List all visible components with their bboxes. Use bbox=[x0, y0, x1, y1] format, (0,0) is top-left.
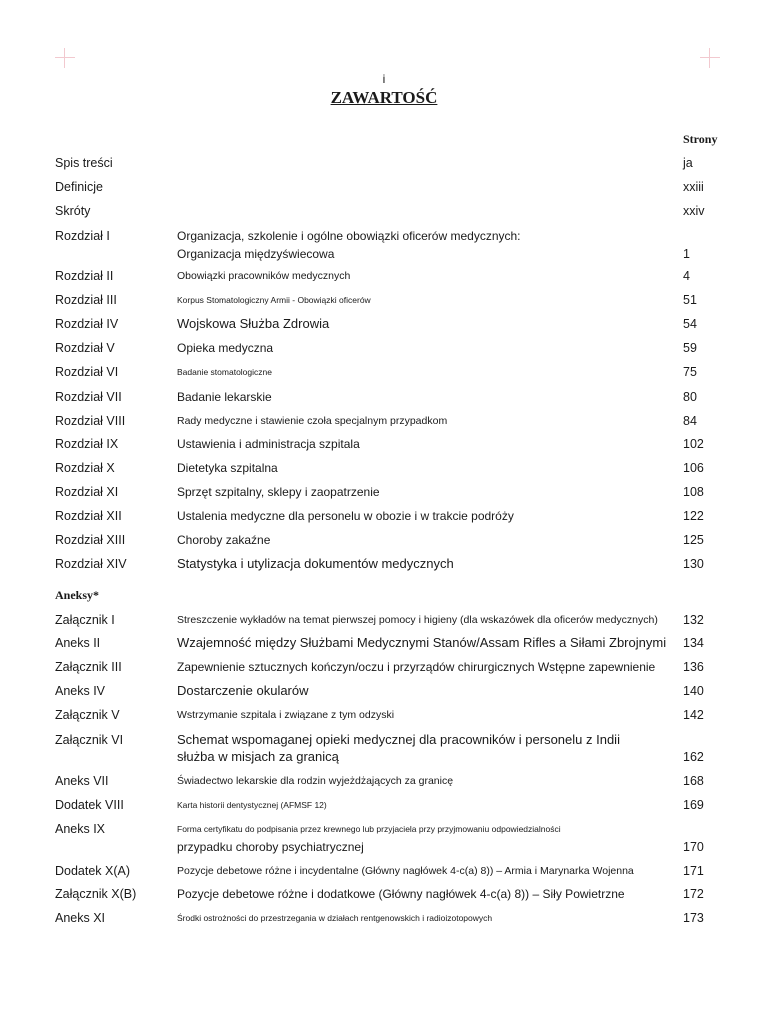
entry-page: 125 bbox=[683, 533, 704, 547]
entry-label: Rozdział X bbox=[55, 461, 115, 475]
entry-label: Rozdział IV bbox=[55, 317, 119, 331]
entry-title-continued: przypadku choroby psychiatrycznej bbox=[177, 840, 364, 854]
entry-label: Rozdział V bbox=[55, 341, 115, 355]
entry-title: Organizacja, szkolenie i ogólne obowiązki oficerów medycznych: bbox=[177, 229, 521, 243]
entry-label: Rozdział IX bbox=[55, 437, 119, 451]
entry-label: Aneks IX bbox=[55, 822, 106, 836]
entry-label: Rozdział XIII bbox=[55, 533, 126, 547]
entry-page: 134 bbox=[683, 636, 704, 650]
entry-label: Aneks VII bbox=[55, 774, 109, 788]
entry-page: 1 bbox=[683, 247, 690, 261]
entry-title: Zapewnienie sztucznych kończyn/oczu i przyrządów chirurgicznych Wstępne zapewnienie bbox=[177, 660, 656, 674]
pages-column-heading: Strony bbox=[683, 132, 718, 146]
entry-title-continued: służba w misjach za granicą bbox=[177, 749, 339, 764]
entry-page: 171 bbox=[683, 864, 704, 878]
entry-page: 173 bbox=[683, 911, 704, 925]
entry-page: 54 bbox=[683, 317, 697, 331]
entry-page: 84 bbox=[683, 414, 697, 428]
entry-label: Rozdział VII bbox=[55, 390, 122, 404]
entry-page: ja bbox=[683, 156, 693, 170]
entry-title-continued: Organizacja międzyświecowa bbox=[177, 247, 335, 261]
entry-title: Świadectwo lekarskie dla rodzin wyjeżdżających za granicę bbox=[177, 775, 454, 787]
entry-label: Aneks II bbox=[55, 636, 101, 650]
entry-page: 102 bbox=[683, 437, 704, 451]
entry-page: 140 bbox=[683, 684, 704, 698]
entry-title: Karta historii dentystycznej (AFMSF 12) bbox=[177, 800, 327, 810]
entry-label: Rozdział I bbox=[55, 229, 110, 243]
entry-label: Załącznik III bbox=[55, 660, 122, 674]
entry-page: 59 bbox=[683, 341, 697, 355]
entry-page: 122 bbox=[683, 509, 704, 523]
entry-page: 168 bbox=[683, 774, 704, 788]
entry-title: Wstrzymanie szpitala i związane z tym odzyski bbox=[177, 709, 395, 721]
entry-page: xxiii bbox=[683, 180, 704, 194]
entry-title: Rady medyczne i stawienie czoła specjalnym przypadkom bbox=[177, 415, 448, 427]
entry-page: 170 bbox=[683, 840, 704, 854]
entry-page: 4 bbox=[683, 269, 690, 283]
entry-page: 80 bbox=[683, 390, 697, 404]
entry-page: 108 bbox=[683, 485, 704, 499]
page-title: ZAWARTOŚĆ bbox=[330, 88, 438, 107]
annex-section-heading: Aneksy* bbox=[55, 588, 100, 602]
entry-label: Rozdział XIV bbox=[55, 557, 127, 571]
entry-label: Rozdział VIII bbox=[55, 414, 126, 428]
entry-title: Pozycje debetowe różne i incydentalne (Główny nagłówek 4-c(a) 8)) – Armia i Marynarka Wojenna bbox=[177, 865, 634, 877]
entry-label: Dodatek X(A) bbox=[55, 864, 131, 878]
entry-page: 51 bbox=[683, 293, 697, 307]
entry-title: Opieka medyczna bbox=[177, 341, 274, 355]
entry-page: 130 bbox=[683, 557, 704, 571]
entry-page: 136 bbox=[683, 660, 704, 674]
roman-page-number: i bbox=[382, 72, 386, 86]
entry-page: 172 bbox=[683, 887, 704, 901]
entry-label: Załącznik V bbox=[55, 708, 120, 722]
entry-title: Korpus Stomatologiczny Armii - Obowiązki oficerów bbox=[177, 295, 371, 305]
entry-page: 169 bbox=[683, 798, 704, 812]
crop-mark-left bbox=[55, 48, 75, 68]
entry-title: Ustalenia medyczne dla personelu w obozie i w trakcie podróży bbox=[177, 509, 514, 523]
entry-title: Schemat wspomaganej opieki medycznej dla pracowników i personelu z Indii bbox=[177, 732, 620, 747]
entry-title: Pozycje debetowe różne i dodatkowe (Główny nagłówek 4-c(a) 8)) – Siły Powietrzne bbox=[177, 887, 625, 901]
entry-label: Rozdział XII bbox=[55, 509, 122, 523]
entry-title: Środki ostrożności do przestrzegania w działach rentgenowskich i radioizotopowych bbox=[177, 913, 493, 923]
entry-page: 162 bbox=[683, 750, 704, 764]
entry-title: Badanie stomatologiczne bbox=[177, 367, 272, 377]
entry-title: Forma certyfikatu do podpisania przez krewnego lub przyjaciela przy przyjmowaniu odpowiedzialności bbox=[177, 824, 561, 834]
entry-title: Badanie lekarskie bbox=[177, 390, 272, 404]
entry-title: Dostarczenie okularów bbox=[177, 683, 309, 698]
entry-title: Ustawienia i administracja szpitala bbox=[177, 437, 360, 451]
entry-title: Obowiązki pracowników medycznych bbox=[177, 270, 351, 282]
entry-page: xxiv bbox=[683, 204, 705, 218]
entry-label: Aneks XI bbox=[55, 911, 106, 925]
entry-label: Rozdział II bbox=[55, 269, 114, 283]
crop-mark-right bbox=[700, 48, 720, 68]
entry-label: Rozdział XI bbox=[55, 485, 119, 499]
entry-title: Dietetyka szpitalna bbox=[177, 461, 278, 475]
entry-title: Statystyka i utylizacja dokumentów medycznych bbox=[177, 556, 454, 571]
entry-title: Wojskowa Służba Zdrowia bbox=[177, 316, 330, 331]
entry-label: Definicje bbox=[55, 180, 103, 194]
entry-page: 142 bbox=[683, 708, 704, 722]
entry-label: Dodatek VIII bbox=[55, 798, 124, 812]
entry-title: Wzajemność między Służbami Medycznymi Stanów/Assam Rifles a Siłami Zbrojnymi bbox=[177, 635, 667, 650]
entry-label: Załącznik X(B) bbox=[55, 887, 137, 901]
entry-label: Skróty bbox=[55, 204, 91, 218]
entry-label: Aneks IV bbox=[55, 684, 106, 698]
entry-title: Choroby zakaźne bbox=[177, 533, 271, 547]
entry-page: 75 bbox=[683, 365, 697, 379]
entry-page: 106 bbox=[683, 461, 704, 475]
entry-label: Rozdział VI bbox=[55, 365, 119, 379]
entry-label: Załącznik I bbox=[55, 613, 115, 627]
entry-title: Sprzęt szpitalny, sklepy i zaopatrzenie bbox=[177, 485, 380, 499]
entry-label: Załącznik VI bbox=[55, 733, 124, 747]
entry-label: Rozdział III bbox=[55, 293, 117, 307]
entry-label: Spis treści bbox=[55, 156, 113, 170]
entry-title: Streszczenie wykładów na temat pierwszej pomocy i higieny (dla wskazówek dla oficerów medycznych) bbox=[177, 614, 658, 626]
entry-page: 132 bbox=[683, 613, 704, 627]
